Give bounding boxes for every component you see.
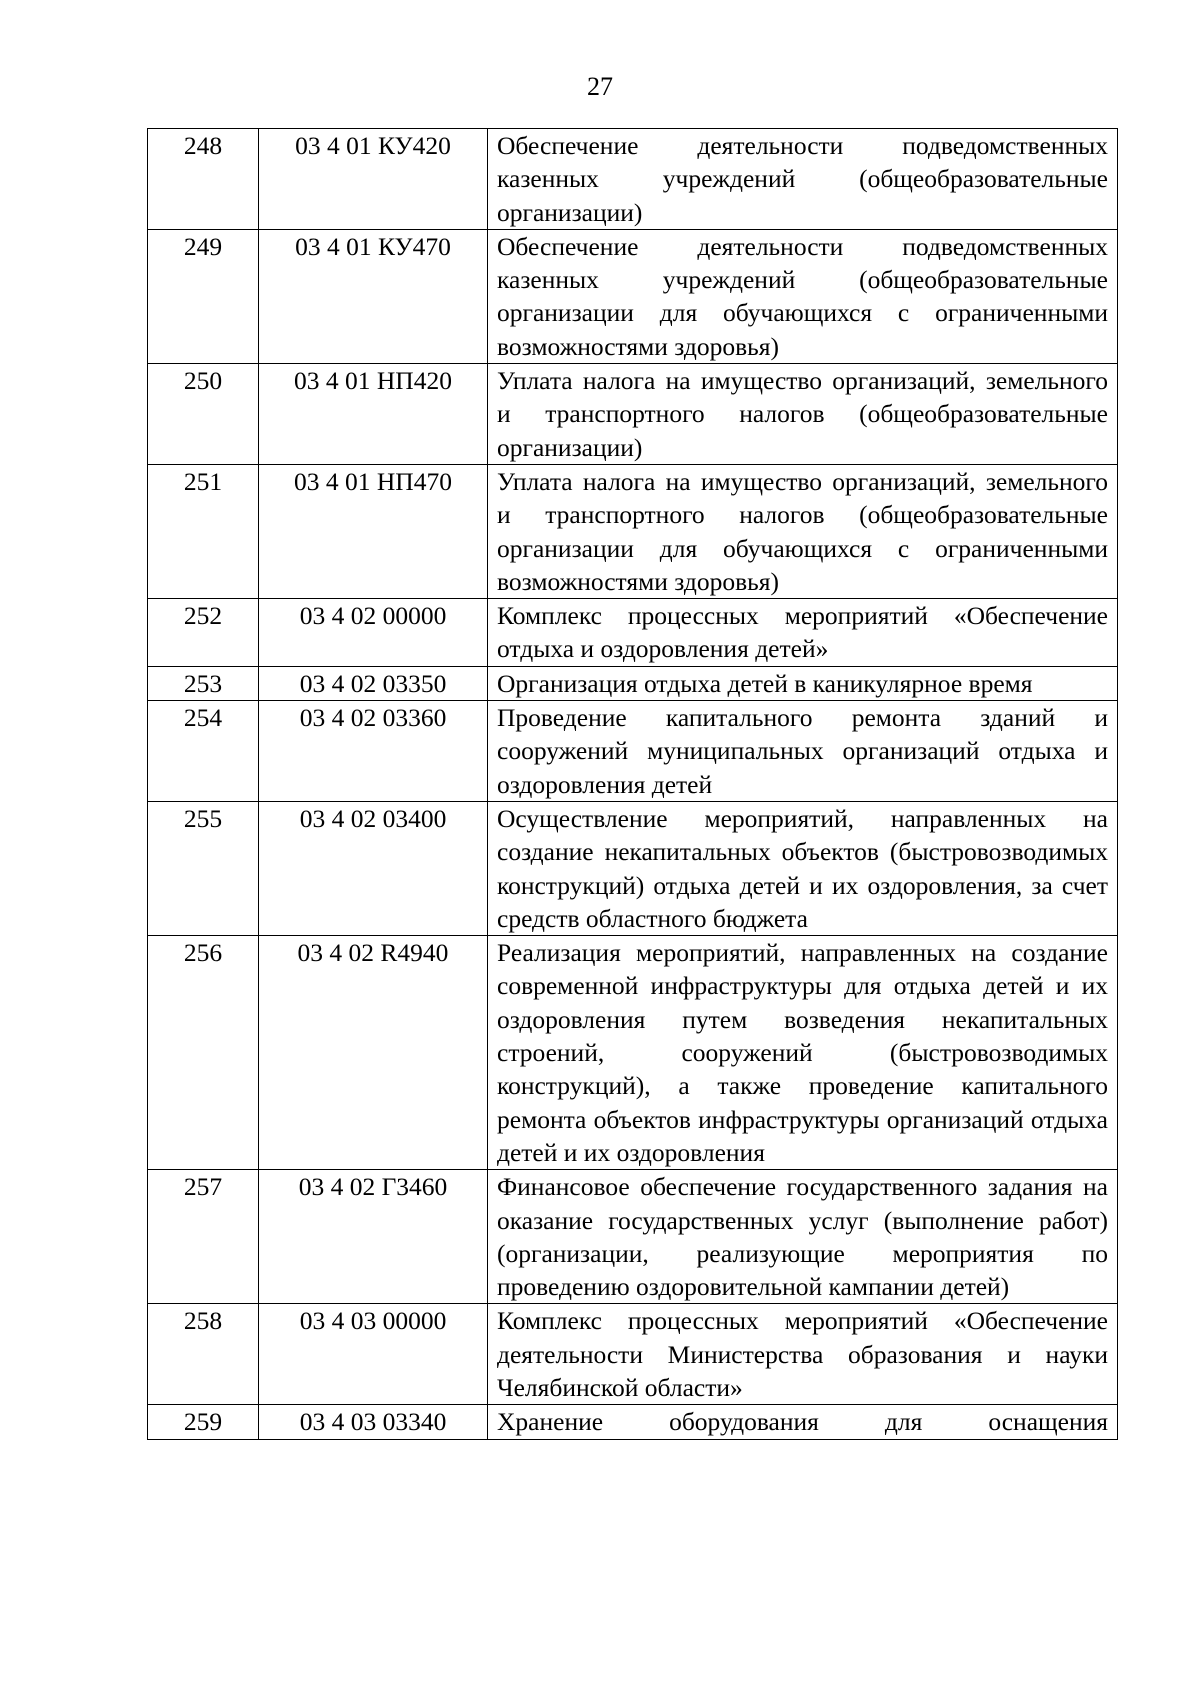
target-article-description: Осуществление мероприятий, направленных на создание некапитальных объектов (быстровозводимых конструкций) отдыха детей и их оздоровления, за счет средств областного бюджета	[488, 801, 1118, 935]
target-article-description: Комплекс процессных мероприятий «Обеспечение деятельности Министерства образования и науки Челябинской области»	[488, 1304, 1118, 1405]
table-row	[148, 1405, 1118, 1439]
row-number: 258	[148, 1304, 259, 1405]
row-number: 248	[148, 129, 259, 230]
table-row	[148, 1304, 1118, 1405]
target-article-description: Проведение капитального ремонта зданий и сооружений муниципальных организаций отдыха и оздоровления детей	[488, 701, 1118, 802]
table-row	[148, 936, 1118, 1170]
row-number: 256	[148, 936, 259, 1170]
target-article-code: 03 4 01 НП420	[259, 364, 488, 465]
target-article-code: 03 4 01 НП470	[259, 464, 488, 598]
target-article-description: Уплата налога на имущество организаций, земельного и транспортного налогов (общеобразовательные организации)	[488, 364, 1118, 465]
table-row	[148, 599, 1118, 667]
table-row	[148, 464, 1118, 598]
target-article-description: Комплекс процессных мероприятий «Обеспечение отдыха и оздоровления детей»	[488, 599, 1118, 667]
target-article-description: Обеспечение деятельности подведомственных казенных учреждений (общеобразовательные организации для обучающихся с ограниченными возможностями здоровья)	[488, 229, 1118, 363]
target-article-code: 03 4 03 03340	[259, 1405, 488, 1439]
target-article-description: Уплата налога на имущество организаций, земельного и транспортного налогов (общеобразовательные организации для обучающихся с ограниченными возможностями здоровья)	[488, 464, 1118, 598]
row-number: 253	[148, 666, 259, 700]
table-row	[148, 1170, 1118, 1304]
table-row	[148, 701, 1118, 802]
target-article-code: 03 4 02 03350	[259, 666, 488, 700]
page-number: 27	[587, 72, 613, 101]
target-article-code: 03 4 01 КУ470	[259, 229, 488, 363]
target-article-description: Организация отдыха детей в каникулярное время	[488, 666, 1118, 700]
table-row	[148, 364, 1118, 465]
row-number: 254	[148, 701, 259, 802]
table-row	[148, 801, 1118, 935]
target-article-code: 03 4 01 КУ420	[259, 129, 488, 230]
row-number: 250	[148, 364, 259, 465]
target-article-code: 03 4 02 Г3460	[259, 1170, 488, 1304]
row-number: 252	[148, 599, 259, 667]
row-number: 259	[148, 1405, 259, 1439]
target-article-code: 03 4 02 00000	[259, 599, 488, 667]
row-number: 251	[148, 464, 259, 598]
target-article-code: 03 4 03 00000	[259, 1304, 488, 1405]
target-article-description: Реализация мероприятий, направленных на создание современной инфраструктуры для отдыха детей и их оздоровления путем возведения некапитальных строений, сооружений (быстровозводимых конструкций), а также проведение капитального ремонта объектов инфраструктуры организаций отдыха детей и их оздоровления	[488, 936, 1118, 1170]
target-article-code: 03 4 02 03360	[259, 701, 488, 802]
target-article-description: Хранение оборудования для оснащения	[488, 1405, 1118, 1439]
budget-classification-table	[147, 128, 1118, 1440]
row-number: 249	[148, 229, 259, 363]
target-article-description: Финансовое обеспечение государственного задания на оказание государственных услуг (выполнение работ) (организации, реализующие мероприятия по проведению оздоровительной кампании детей)	[488, 1170, 1118, 1304]
target-article-code: 03 4 02 03400	[259, 801, 488, 935]
row-number: 257	[148, 1170, 259, 1304]
table-row	[148, 229, 1118, 363]
target-article-description: Обеспечение деятельности подведомственных казенных учреждений (общеобразовательные организации)	[488, 129, 1118, 230]
row-number: 255	[148, 801, 259, 935]
table-row	[148, 129, 1118, 230]
table-row	[148, 666, 1118, 700]
target-article-code: 03 4 02 R4940	[259, 936, 488, 1170]
